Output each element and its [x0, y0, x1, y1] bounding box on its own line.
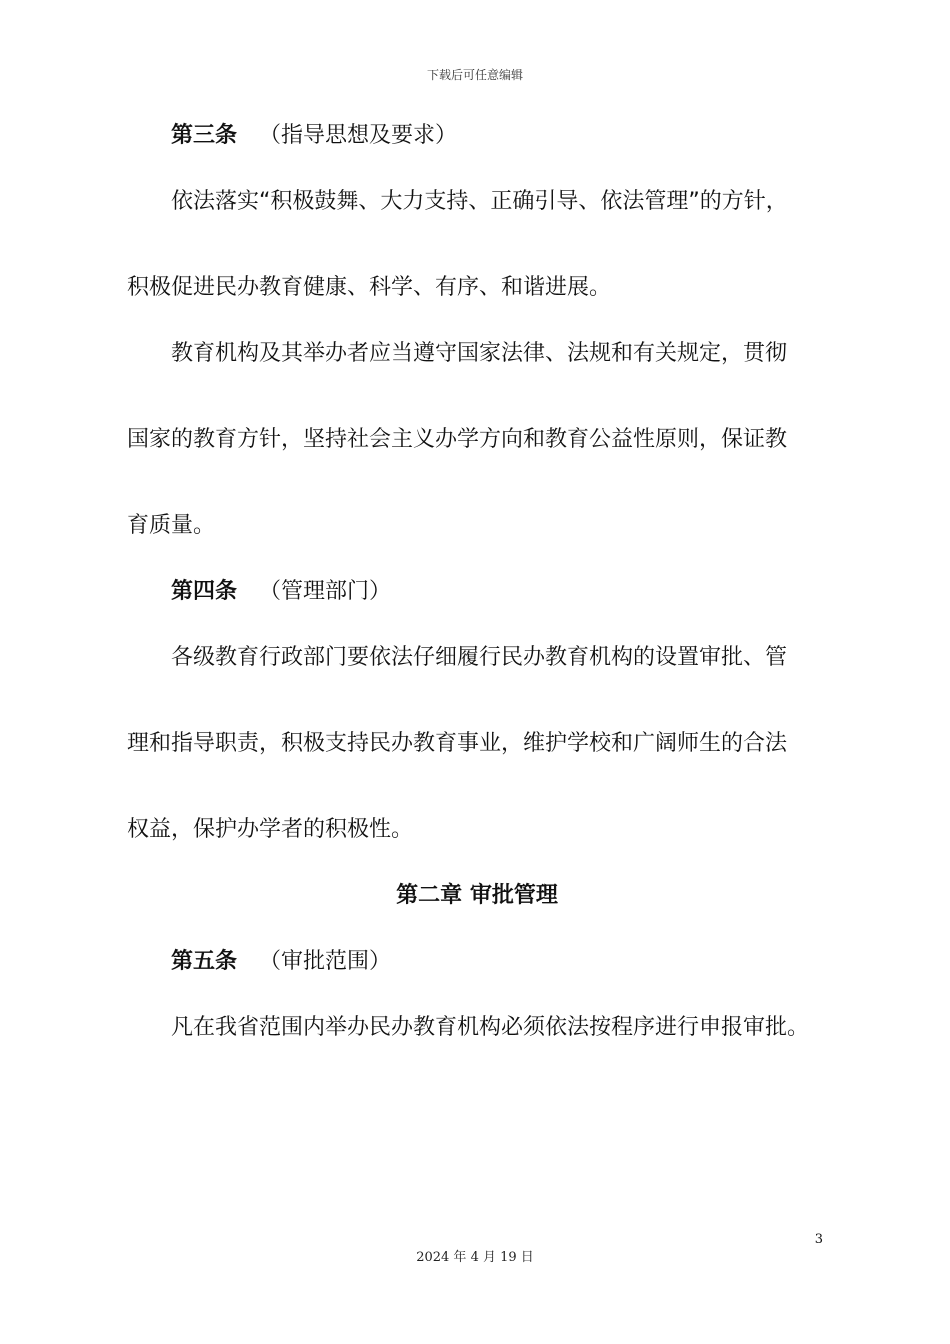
article-4-heading	[127, 570, 827, 614]
article-4-label: 第四条	[171, 579, 238, 604]
article-3-p2-line-2: 国家的教育方针，坚持社会主义办学方向和教育公益性原则，保证教	[127, 427, 788, 452]
article-3-p2-line-3: 育质量。	[127, 513, 216, 538]
page-number: 3	[814, 1232, 823, 1247]
page-header: 下载后可任意编辑	[426, 68, 523, 82]
article-5-p1-line-1: 凡在我省范围内举办民办教育机构必须依法按程序进行申报审批。	[171, 1015, 810, 1040]
article-3-paragraph-2	[127, 332, 827, 548]
article-3-subtitle: （指导思想及要求）	[259, 123, 458, 148]
article-3-heading	[127, 114, 827, 158]
article-3-p1-line-2: 积极促进民办教育健康、科学、有序、和谐进展。	[127, 275, 612, 300]
article-5-heading	[127, 940, 827, 984]
article-3-label: 第三条	[171, 123, 238, 148]
article-4-paragraph-1	[127, 636, 827, 852]
article-4-p1-line-1: 各级教育行政部门要依法仔细履行民办教育机构的设置审批、管	[171, 645, 788, 670]
article-5-label: 第五条	[171, 949, 238, 974]
article-5-paragraph-1	[127, 1006, 827, 1050]
article-5-subtitle: （审批范围）	[259, 949, 392, 974]
article-3-p2-line-1: 教育机构及其举办者应当遵守国家法律、法规和有关规定，贯彻	[171, 341, 788, 366]
page-footer-date: 2024 年 4 月 19 日	[416, 1250, 534, 1265]
article-4-p1-line-3: 权益，保护办学者的积极性。	[127, 817, 414, 842]
article-3-paragraph-1	[127, 180, 827, 310]
document-body	[127, 114, 827, 1072]
article-4-p1-line-2: 理和指导职责，积极支持民办教育事业，维护学校和广阔师生的合法	[127, 731, 788, 756]
article-4-subtitle: （管理部门）	[259, 579, 392, 604]
article-3-p1-line-1: 依法落实“积极鼓舞、大力支持、正确引导、依法管理”的方针，	[171, 189, 788, 214]
chapter-2-title: 第二章 审批管理	[396, 883, 558, 908]
